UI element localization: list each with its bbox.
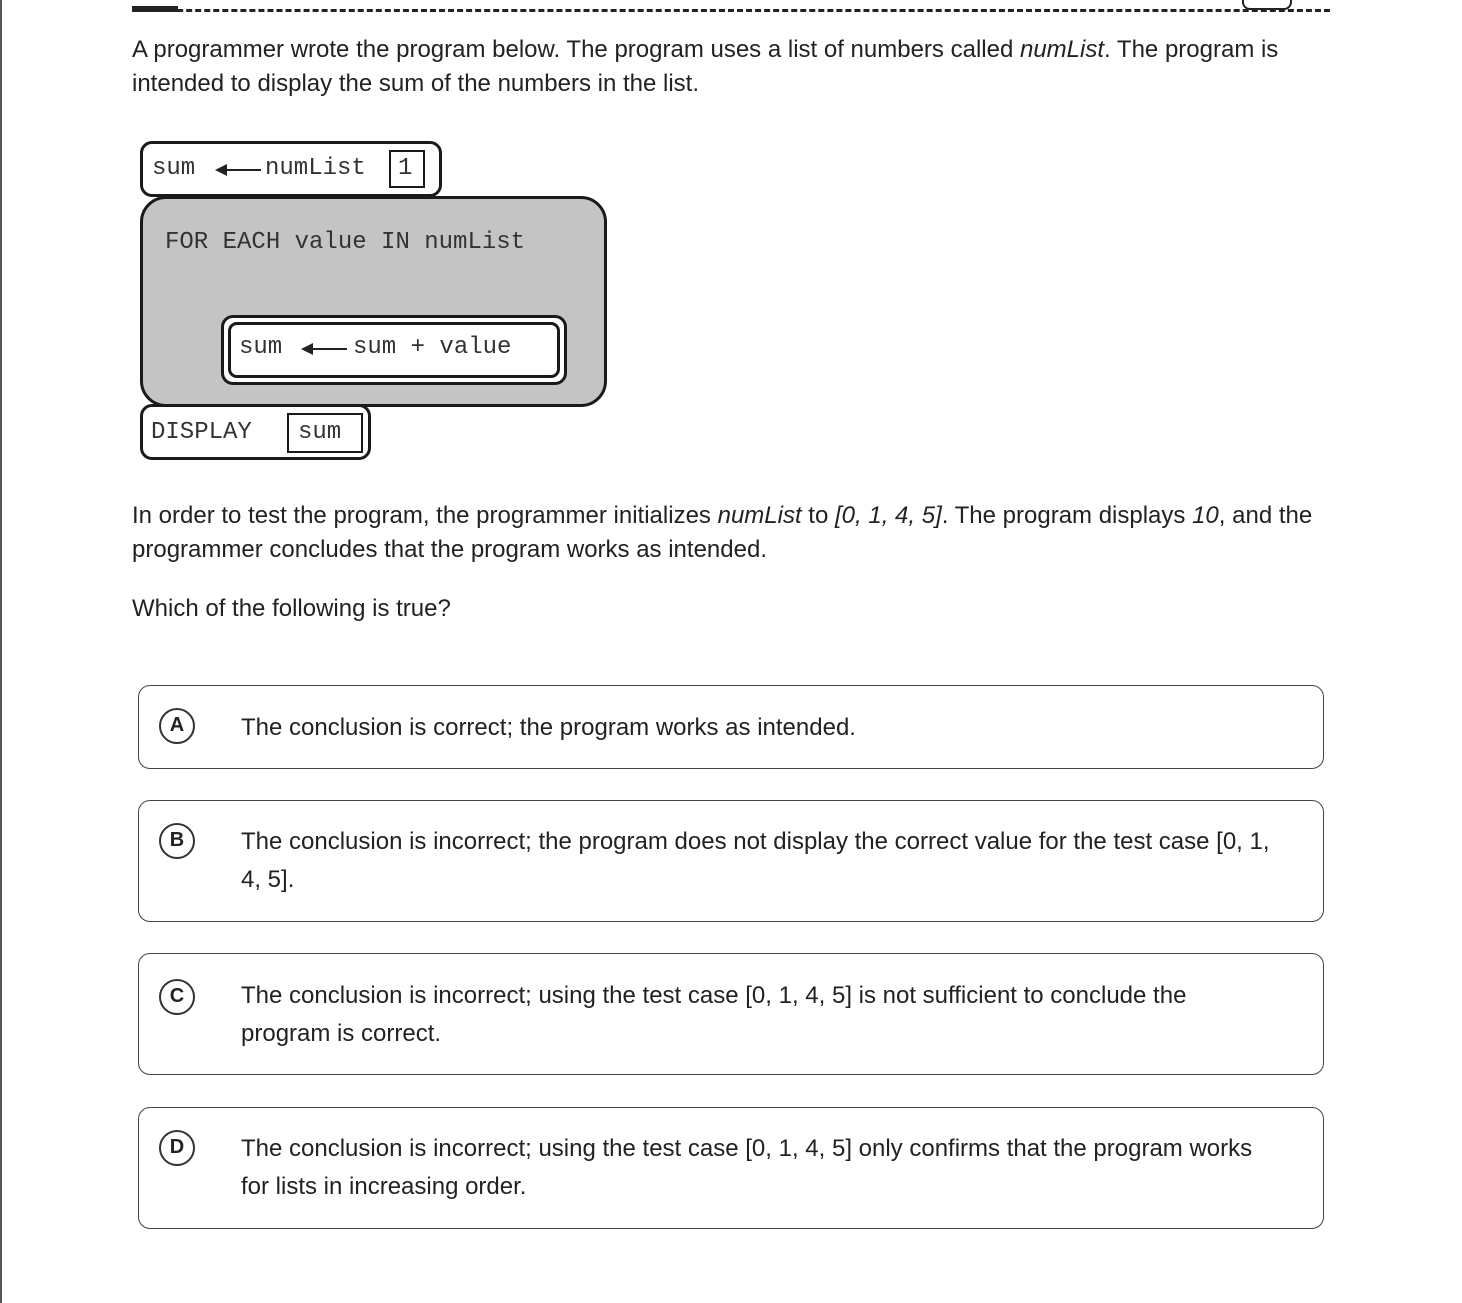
answer-choice-c[interactable] — [138, 953, 1324, 1075]
question-intro — [132, 33, 1332, 101]
page-left-border — [0, 0, 2, 1303]
divider-right-tab — [1242, 0, 1292, 10]
choice-text-d: The conclusion is incorrect; using the test case [0, 1, 4, 5] only confirms that the program works for lists in increasing order. — [241, 1135, 1253, 1200]
answer-choice-a[interactable] — [138, 685, 1324, 769]
display-block — [140, 404, 371, 460]
index-value: 1 — [398, 155, 413, 182]
assign-var: sum — [152, 155, 196, 182]
choice-letter-d: D — [159, 1130, 195, 1166]
assign-expr: numList — [265, 155, 366, 182]
divider-left-tab — [132, 6, 178, 12]
display-arg: sum — [298, 419, 342, 446]
question-prompt: Which of the following is true? — [132, 595, 451, 622]
index-box — [389, 150, 425, 188]
inner-var: sum — [239, 334, 283, 361]
test-result: 10 — [1192, 502, 1219, 529]
top-dashed-divider — [132, 6, 1330, 12]
for-each-block — [140, 196, 607, 407]
loop-body-inner — [228, 322, 560, 378]
loop-header: FOR EACH value IN numList — [165, 229, 526, 256]
test-list: [0, 1, 4, 5] — [835, 502, 942, 529]
choice-text-b: The conclusion is incorrect; the program does not display the correct value for the test case [0, 1, 4, 5]. — [241, 828, 1270, 893]
choice-letter-c: C — [159, 979, 195, 1015]
answer-choice-d[interactable] — [138, 1107, 1324, 1229]
test-text-2: to — [801, 502, 835, 529]
test-text-1: In order to test the program, the programmer initializes — [132, 502, 718, 529]
intro-text-2: . The program is intended to display the sum of the numbers in the list. — [132, 36, 1279, 97]
test-text-3: . The program displays — [941, 502, 1193, 529]
dashed-line — [132, 9, 1330, 12]
answer-choice-b[interactable] — [138, 800, 1324, 922]
intro-var: numList — [1019, 36, 1105, 63]
choice-text-a: The conclusion is correct; the program works as intended. — [241, 714, 856, 741]
assign-block — [140, 141, 442, 197]
inner-arrow-icon — [303, 348, 347, 350]
choice-letter-a: A — [159, 708, 195, 744]
test-text-4: , and the programmer concludes that the program works as intended. — [132, 502, 1313, 563]
loop-body-block — [221, 315, 567, 385]
display-arg-box — [287, 413, 363, 453]
test-description — [132, 499, 1332, 567]
test-var: numList — [717, 502, 802, 529]
inner-expr: sum + value — [353, 334, 512, 361]
intro-text-1: A programmer wrote the program below. The program uses a list of numbers called — [132, 36, 1020, 63]
display-keyword: DISPLAY — [151, 419, 252, 446]
choice-text-c: The conclusion is incorrect; using the test case [0, 1, 4, 5] is not sufficient to conclude the program is correct. — [241, 982, 1187, 1047]
choice-letter-b: B — [159, 823, 195, 859]
assign-arrow-icon — [217, 169, 261, 171]
